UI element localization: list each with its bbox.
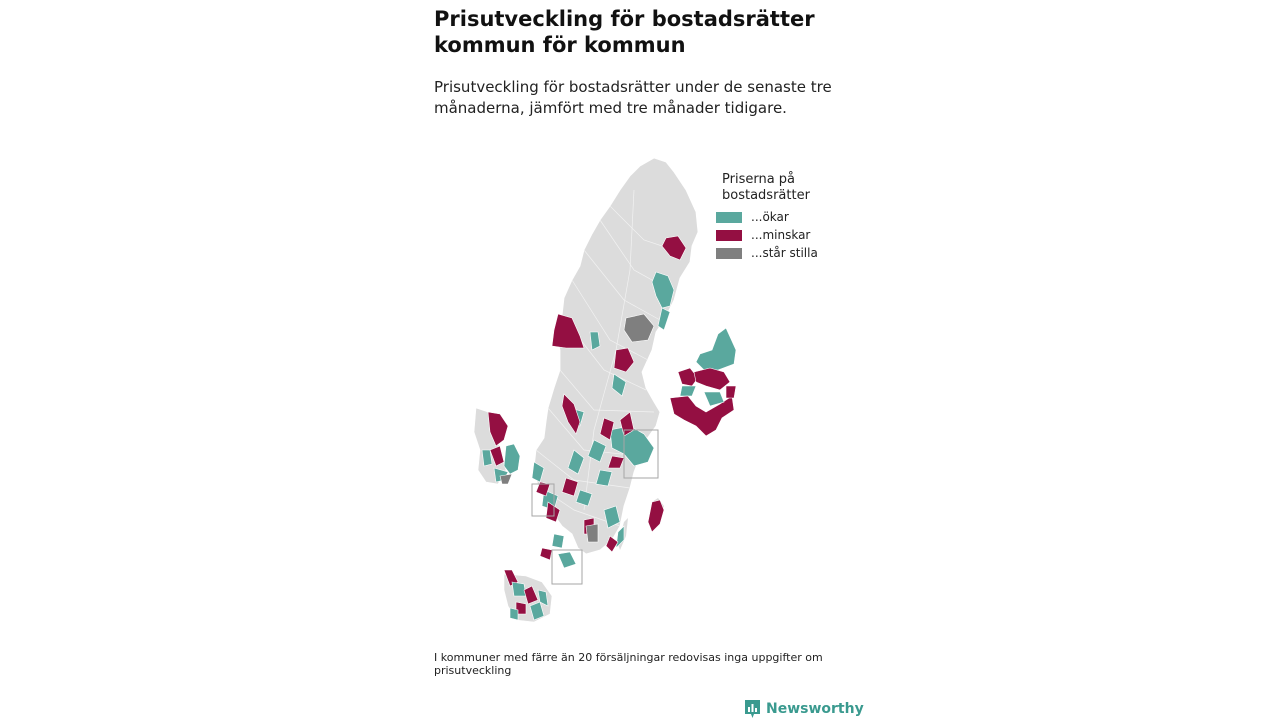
- inset-goteborg: [474, 408, 520, 484]
- legend-item-increase: [716, 208, 846, 226]
- inset-stockholm: [670, 328, 736, 436]
- legend-swatch-decrease: [716, 230, 742, 241]
- inset-malmo: [504, 570, 552, 622]
- page-title: Prisutveckling för bostadsrätter kommun för kommun: [434, 7, 815, 57]
- legend-item-unchanged: [716, 244, 846, 262]
- brand-name: Newsworthy: [766, 701, 864, 717]
- legend-title: Priserna på bostadsrätter: [722, 172, 810, 203]
- legend-label-increase: ...ökar: [751, 210, 789, 224]
- map-legend: [716, 172, 846, 262]
- map-card: [434, 0, 864, 720]
- legend-item-decrease: [716, 226, 846, 244]
- footnote: I kommuner med färre än 20 försäljningar redovisas inga uppgifter om prisutveckling: [434, 651, 823, 677]
- legend-swatch-increase: [716, 212, 742, 223]
- legend-swatch-unchanged: [716, 248, 742, 259]
- newsworthy-logo-icon: [744, 699, 761, 719]
- legend-label-unchanged: ...står stilla: [751, 246, 818, 260]
- brand-logo: [744, 699, 864, 719]
- page-subtitle: Prisutveckling för bostadsrätter under de senaste tre månaderna, jämfört med tre månader tidigare.: [434, 78, 832, 117]
- legend-label-decrease: ...minskar: [751, 228, 811, 242]
